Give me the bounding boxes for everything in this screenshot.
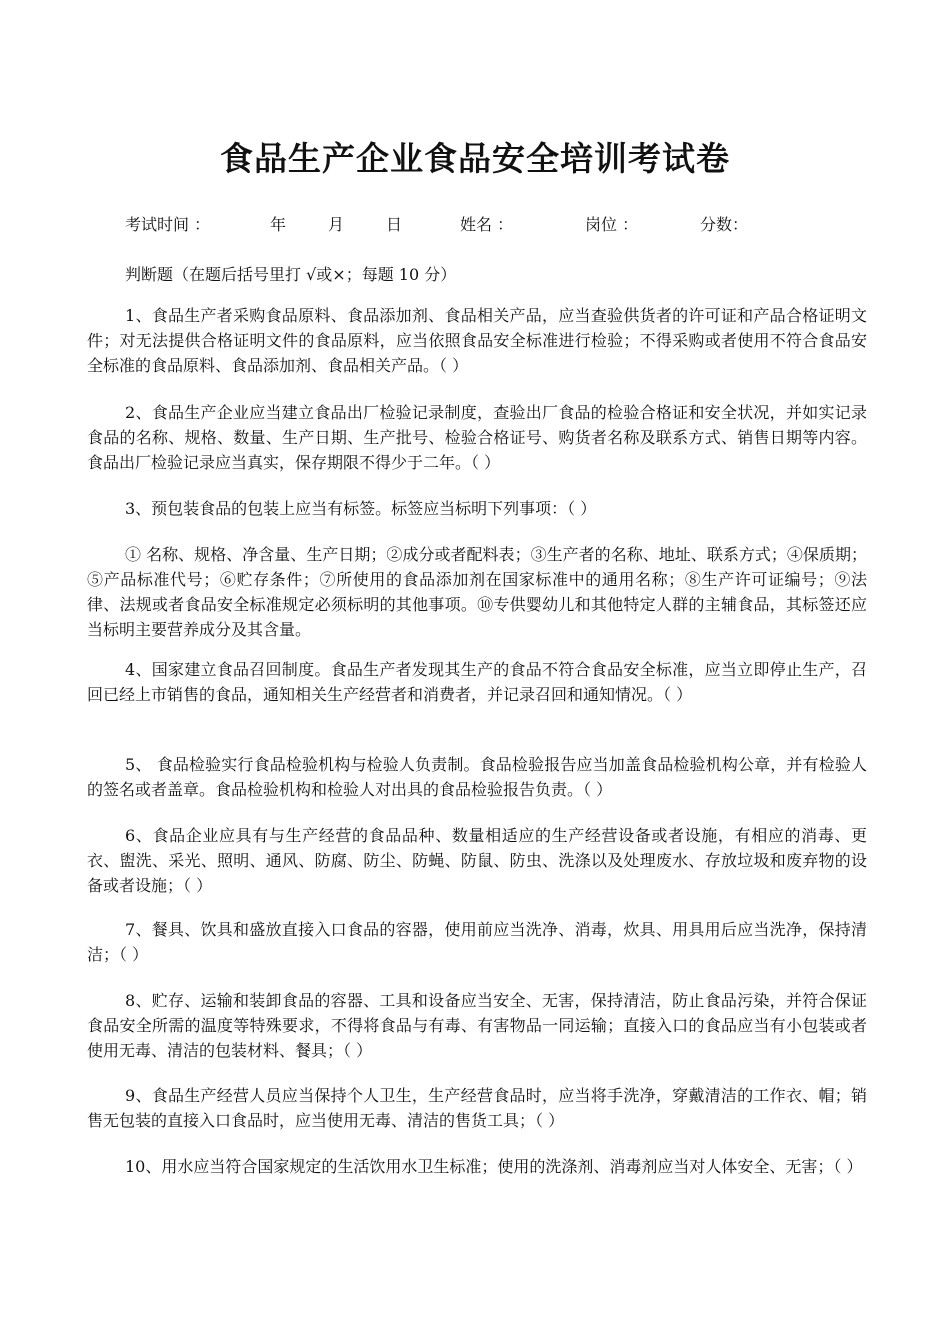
question-1: 1、食品生产者采购食品原料、食品添加剂、食品相关产品，应当查验供货者的许可证和产品合格证明文件；对无法提供合格证明文件的食品原料，应当依照食品安全标准进行检验；不得采购或者使用不符合食品安全标准的食品原料、食品添加剂、食品相关产品。（ ）	[87, 306, 867, 375]
question-3-options: ① 名称、规格、净含量、生产日期；②成分或者配料表；③生产者的名称、地址、联系方式；④保质期；⑤产品标准代号；⑥贮存条件；⑦所使用的食品添加剂在国家标准中的通用名称；⑧生产许可证编号；⑨法律、法规或者食品安全标准规定必须标明的其他事项。⑩专供婴幼儿和其他特定人群的主辅食品，其标签还应当标明主要营养成分及其含量。	[87, 545, 867, 639]
exam-info-row	[0, 212, 950, 238]
question-6: 6、食品企业应具有与生产经营的食品品种、数量相适应的生产经营设备或者设施，有相应的消毒、更衣、盥洗、采光、照明、通风、防腐、防尘、防蝇、防鼠、防虫、洗涤以及处理废水、存放垃圾和废弃物的设备或者设施；（ ）	[87, 826, 867, 895]
question-3: 3、预包装食品的包装上应当有标签。标签应当标明下列事项：（ ）	[125, 499, 597, 518]
exam-time-label: 考试时间 ：	[125, 215, 211, 234]
question-8: 8、贮存、运输和装卸食品的容器、工具和设备应当安全、无害，保持清洁，防止食品污染，并符合保证食品安全所需的温度等特殊要求，不得将食品与有毒、有害物品一同运输；直接入口的食品应当有小包装或者使用无毒、清洁的包装材料、餐具；（ ）	[87, 991, 867, 1060]
post-label: 岗位 ：	[585, 215, 639, 234]
question-7: 7、餐具、饮具和盛放直接入口食品的容器，使用前应当洗净、消毒，炊具、用具用后应当洗净，保持清洁；（ ）	[87, 920, 867, 964]
section-instructions: 判断题（在题后括号里打 √或×；每题 10 分）	[125, 265, 457, 284]
question-2: 2、食品生产企业应当建立食品出厂检验记录制度，查验出厂食品的检验合格证和安全状况，并如实记录食品的名称、规格、数量、生产日期、生产批号、检验合格证号、购货者名称及联系方式、销售日期等内容。食品出厂检验记录应当真实，保存期限不得少于二年。（ ）	[87, 403, 867, 472]
name-label: 姓名 ：	[460, 215, 514, 234]
question-9: 9、食品生产经营人员应当保持个人卫生，生产经营食品时，应当将手洗净，穿戴清洁的工作衣、帽；销售无包装的直接入口食品时，应当使用无毒、清洁的售货工具；（ ）	[87, 1086, 867, 1130]
question-10: 10、用水应当符合国家规定的生活饮用水卫生标准；使用的洗涤剂、消毒剂应当对人体安全、无害；（ ）	[125, 1157, 863, 1176]
question-5: 5、 食品检验实行食品检验机构与检验人负责制。食品检验报告应当加盖食品检验机构公章，并有检验人的签名或者盖章。食品检验机构和检验人对出具的食品检验报告负责。（ ）	[87, 755, 867, 799]
question-4: 4、国家建立食品召回制度。食品生产者发现其生产的食品不符合食品安全标准，应当立即停止生产，召回已经上市销售的食品，通知相关生产经营者和消费者，并记录召回和通知情况。（ ）	[87, 660, 867, 704]
day-label: 日	[386, 215, 403, 234]
year-label: 年	[270, 215, 287, 234]
score-label: 分数：	[700, 215, 749, 234]
month-label: 月	[328, 215, 345, 234]
document-title: 食品生产企业食品安全培训考试卷	[220, 139, 730, 178]
